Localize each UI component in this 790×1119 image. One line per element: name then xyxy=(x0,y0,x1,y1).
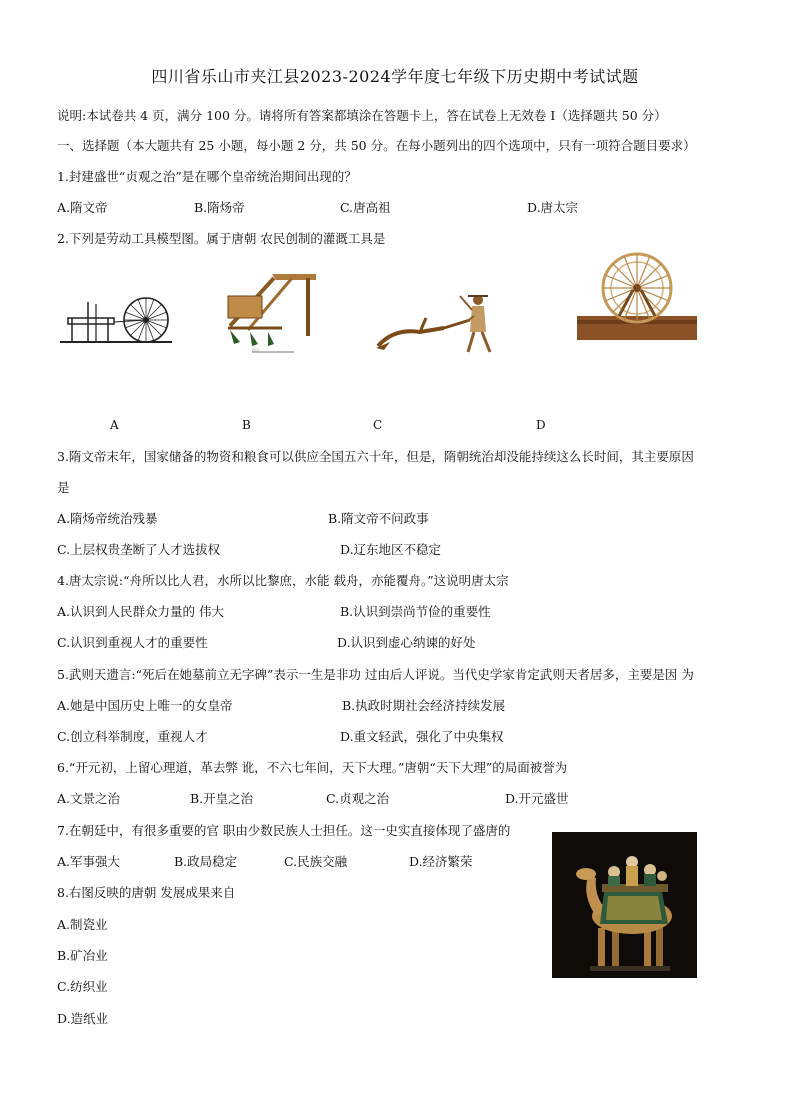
q3-option-c: C.上层权贵垄断了人才选拔权 xyxy=(57,542,221,557)
figure-a-spinning-wheel xyxy=(58,292,174,348)
question-2-stem: 2.下列是劳动工具模型图。属于唐朝 农民创制的灌溉工具是 xyxy=(57,231,386,246)
question-1-stem: 1.封建盛世“贞观之治”是在哪个皇帝统治期间出现的？ xyxy=(57,169,357,184)
instructions: 说明:本试卷共 4 页，满分 100 分。请将所有答案都填涂在答题卡上，答在试卷上无效卷 I（选择题共 50 分） xyxy=(57,108,667,123)
figure-tang-sancai-camel xyxy=(552,832,697,978)
q5-option-c: C.创立科举制度，重视人才 xyxy=(57,729,208,744)
question-3-stem-cont: 是 xyxy=(57,480,70,495)
figure-b-plow-model xyxy=(212,268,322,358)
page-title: 四川省乐山市夹江县2023-2024学年度七年级下历史期中考试试题 xyxy=(151,67,639,86)
question-5-stem: 5.武则天遗言:“死后在她墓前立无字碑”表示一生是非功 过由后人评说。当代史学家肯定武则天者居多，主要是因 为 xyxy=(57,667,694,682)
figure-d-waterwheel-model xyxy=(577,250,697,340)
q3-option-d: D.辽东地区不稳定 xyxy=(340,542,442,557)
q8-option-c: C.纺织业 xyxy=(57,979,108,994)
q1-option-d: D.唐太宗 xyxy=(527,200,579,215)
figure-label-c: C xyxy=(373,418,383,432)
figure-label-b: B xyxy=(242,418,251,432)
q6-option-d: D.开元盛世 xyxy=(505,791,569,806)
question-3-stem: 3.隋文帝末年，国家储备的物资和粮食可以供应全国五六十年，但是，隋朝统治却没能持续这么长时间，其主要原因 xyxy=(57,449,694,464)
q4-option-c: C.认识到重视人才的重要性 xyxy=(57,635,208,650)
q8-option-d: D.造纸业 xyxy=(57,1011,109,1026)
q3-option-b: B.隋文帝不问政事 xyxy=(328,511,429,526)
q1-option-c: C.唐高祖 xyxy=(340,200,391,215)
figure-label-d: D xyxy=(536,418,546,432)
question-8-stem: 8.右图反映的唐朝 发展成果来自 xyxy=(57,885,236,900)
q4-option-b: B.认识到崇尚节俭的重要性 xyxy=(340,604,491,619)
q3-option-a: A.隋炀帝统治残暴 xyxy=(57,511,158,526)
question-6-stem: 6.“开元初，上留心理道，革去弊 讹，不六七年间，天下大理。”唐朝“天下大理”的局面被誉为 xyxy=(57,760,568,775)
q8-option-a: A.制瓷业 xyxy=(57,917,108,932)
figure-b-caption: 图片............... xyxy=(252,348,280,353)
q7-option-c: C.民族交融 xyxy=(284,854,348,869)
figure-c-farmer-plowing xyxy=(374,288,498,356)
q5-option-a: A.她是中国历史上唯一的女皇帝 xyxy=(57,698,233,713)
figure-label-a: A xyxy=(110,418,119,432)
q7-option-a: A.军事强大 xyxy=(57,854,121,869)
q1-option-b: B.隋炀帝 xyxy=(194,200,245,215)
question-7-stem: 7.在朝廷中，有很多重要的官 职由少数民族人士担任。这一史实直接体现了盛唐的 xyxy=(57,823,511,838)
q4-option-d: D.认识到虚心纳谏的好处 xyxy=(337,635,476,650)
q8-option-b: B.矿冶业 xyxy=(57,948,108,963)
section-heading: 一、选择题（本大题共有 25 小题，每小题 2 分，共 50 分。在每小题列出的四个选项中，只有一项符合题目要求） xyxy=(57,138,696,153)
q7-option-d: D.经济繁荣 xyxy=(409,854,473,869)
q6-option-b: B.开皇之治 xyxy=(190,791,254,806)
q1-option-a: A.隋文帝 xyxy=(57,200,108,215)
question-4-stem: 4.唐太宗说:“舟所以比人君，水所以比黎庶，水能 载舟，亦能覆舟。”这说明唐太宗 xyxy=(57,573,509,588)
q5-option-b: B.执政时期社会经济持续发展 xyxy=(342,698,506,713)
q4-option-a: A.认识到人民群众力量的 伟大 xyxy=(57,604,224,619)
q6-option-c: C.贞观之治 xyxy=(326,791,390,806)
q6-option-a: A.文景之治 xyxy=(57,791,121,806)
q5-option-d: D.重文轻武，强化了中央集权 xyxy=(340,729,504,744)
q7-option-b: B.政局稳定 xyxy=(174,854,238,869)
